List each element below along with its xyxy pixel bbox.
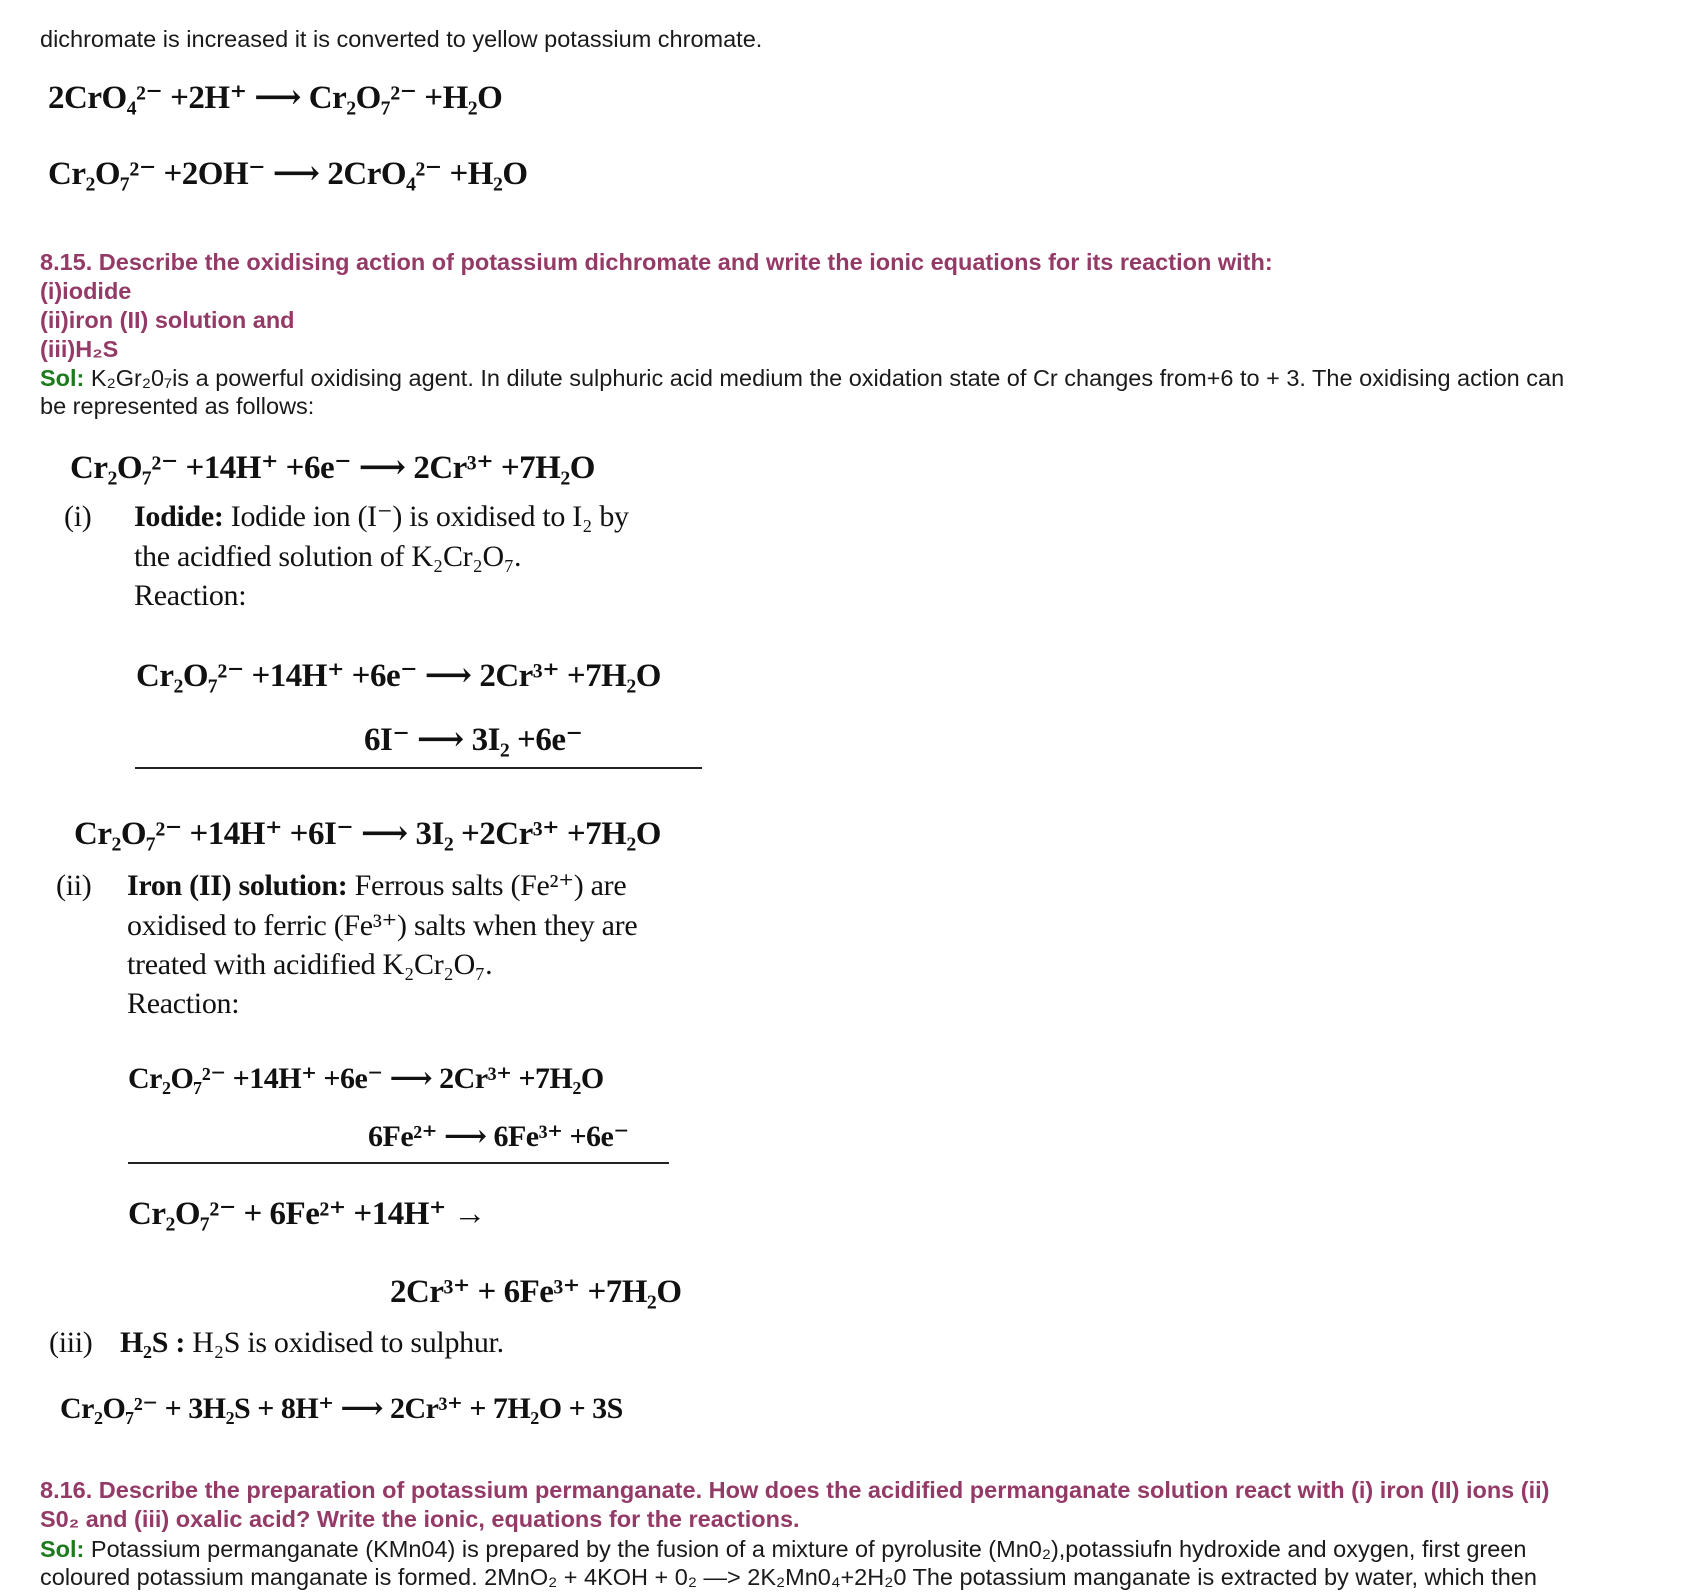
solution-8-16-line-1 — [40, 1538, 1526, 1562]
part-ii-heading: Iron (II) solution: — [127, 869, 348, 902]
part-ii-number: (ii) — [56, 869, 92, 902]
part-iii-equation: Cr₂O₇²⁻ + 3H₂S + 8H⁺ ⟶ 2Cr³⁺ + 7H₂O + 3S — [60, 1392, 623, 1425]
sol-label: Sol: — [40, 1536, 85, 1562]
part-iii-heading: H₂S : — [120, 1326, 186, 1359]
solution-8-15-line-2: be represented as follows: — [40, 393, 315, 419]
part-i-equation-2: 6I⁻ ⟶ 3I₂ +6e⁻ — [364, 722, 583, 758]
sol-text: K₂Gr₂0₇is a powerful oxidising agent. In dilute sulphuric acid medium the oxidation state of Cr changes from+6 to + 3. The oxidising action can — [84, 365, 1565, 391]
part-iii-line-1 — [120, 1328, 504, 1358]
part-iii-text: H₂S is oxidised to sulphur. — [185, 1326, 504, 1359]
sum-rule — [128, 1162, 669, 1164]
solution-8-15-line-1 — [40, 367, 1564, 391]
part-i-line-3: Reaction: — [134, 579, 247, 612]
part-ii-sum-equation-1: Cr₂O₇²⁻ + 6Fe²⁺ +14H⁺ → — [128, 1196, 487, 1232]
part-i-line-2: the acidfied solution of K₂Cr₂O₇. — [134, 540, 522, 573]
part-iii-number: (iii) — [49, 1326, 93, 1359]
question-8-16-title-line-1: 8.16. Describe the preparation of potassium permanganate. How does the acidified permanganate solution react with (i) iron (II) ions (ii) — [40, 1477, 1550, 1503]
intro-text: dichromate is increased it is converted to yellow potassium chromate. — [40, 26, 763, 52]
part-i-number: (i) — [64, 500, 92, 533]
part-ii-line-4: Reaction: — [127, 987, 240, 1020]
part-i-equation-1: Cr₂O₇²⁻ +14H⁺ +6e⁻ ⟶ 2Cr³⁺ +7H₂O — [136, 658, 661, 694]
part-ii-line-1 — [127, 871, 626, 901]
part-ii-equation-2: 6Fe²⁺ ⟶ 6Fe³⁺ +6e⁻ — [368, 1120, 629, 1153]
solution-8-16-line-2: coloured potassium manganate is formed. 2MnO₂ + 4KOH + 0₂ —> 2K₂Mn0₄+2H₂0 The potassium manganate is extracted by water, which then — [40, 1564, 1537, 1590]
question-8-16-title-line-2: S0₂ and (iii) oxalic acid? Write the ionic, equations for the reactions. — [40, 1506, 800, 1532]
question-8-15-part-ii: (ii)iron (II) solution and — [40, 307, 295, 333]
equation-dichromate-reduction: Cr₂O₇²⁻ +14H⁺ +6e⁻ ⟶ 2Cr³⁺ +7H₂O — [70, 450, 595, 486]
part-ii-line-2: oxidised to ferric (Fe³⁺) salts when they are — [127, 909, 638, 942]
part-ii-line-3: treated with acidified K₂Cr₂O₇. — [127, 948, 493, 981]
part-ii-equation-1: Cr₂O₇²⁻ +14H⁺ +6e⁻ ⟶ 2Cr³⁺ +7H₂O — [128, 1062, 604, 1095]
sol-text: Potassium permanganate (KMn04) is prepared by the fusion of a mixture of pyrolusite (Mn0₂),potassiufn hydroxide and oxygen, first green — [84, 1536, 1527, 1562]
part-ii-text: Ferrous salts (Fe²⁺) are — [347, 869, 627, 902]
question-8-15-part-iii: (iii)H₂S — [40, 336, 119, 362]
part-i-line-1 — [134, 502, 629, 532]
sum-rule — [135, 767, 702, 769]
question-8-15-title: 8.15. Describe the oxidising action of potassium dichromate and write the ionic equations for its reaction with: — [40, 249, 1273, 275]
part-i-sum-equation: Cr₂O₇²⁻ +14H⁺ +6I⁻ ⟶ 3I₂ +2Cr³⁺ +7H₂O — [74, 816, 661, 852]
part-ii-sum-equation-2: 2Cr³⁺ + 6Fe³⁺ +7H₂O — [390, 1274, 682, 1310]
question-8-15-part-i: (i)iodide — [40, 278, 132, 304]
part-i-text: Iodide ion (I⁻) is oxidised to I₂ by — [223, 500, 629, 533]
equation-chromate-to-dichromate: 2CrO₄²⁻ +2H⁺ ⟶ Cr₂O₇²⁻ +H₂O — [48, 80, 503, 116]
sol-label: Sol: — [40, 365, 85, 391]
part-i-heading: Iodide: — [134, 500, 224, 533]
equation-dichromate-to-chromate: Cr₂O₇²⁻ +2OH⁻ ⟶ 2CrO₄²⁻ +H₂O — [48, 156, 528, 192]
